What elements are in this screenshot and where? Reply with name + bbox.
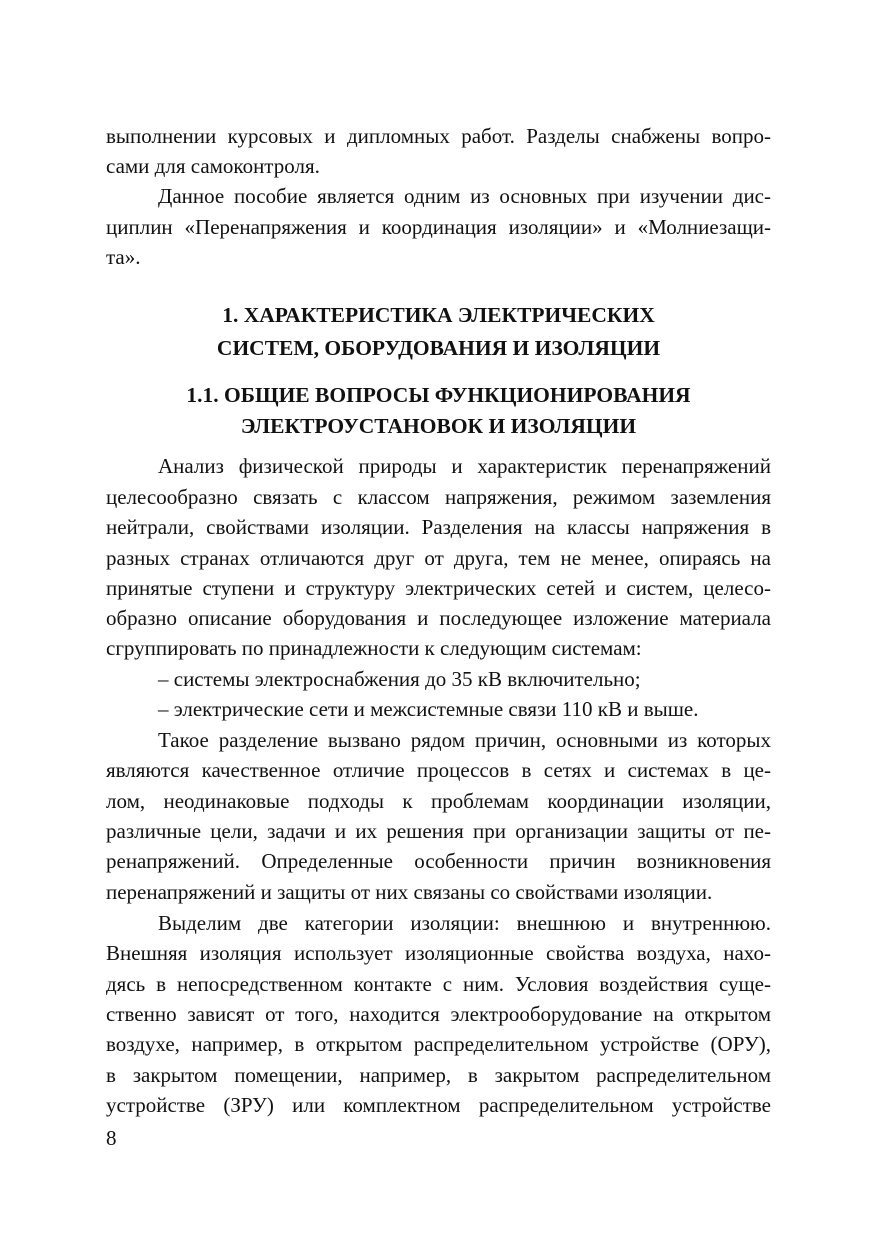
body-p5-line-7: устройстве (ЗРУ) или комплектном распределительном устройстве [106, 1093, 771, 1117]
chapter-title-line-1: 1. ХАРАКТЕРИСТИКА ЭЛЕКТРИЧЕСКИХ [222, 303, 655, 327]
intro-p1-line-2: сами для самоконтроля. [106, 154, 320, 178]
chapter-title-line-2: СИСТЕМ, ОБОРУДОВАНИЯ И ИЗОЛЯЦИИ [216, 336, 661, 360]
body-p5-line-5: воздухе, например, в открытом распределительном устройстве (ОРУ), [106, 1032, 771, 1056]
intro-p2-line-1: Данное пособие является одним из основных при изучении дис- [158, 184, 771, 208]
intro-p1-line-1: выполнении курсовых и дипломных работ. Разделы снабжены вопро- [106, 124, 771, 148]
body-p3-line-2: целесообразно связать с классом напряжения, режимом заземления [106, 485, 771, 509]
body-p4-line-3: лом, неодинаковые подходы к проблемам координации изоляции, [106, 789, 771, 813]
list-item-1: – системы электроснабжения до 35 кВ включительно; [158, 667, 641, 691]
body-p3-line-3: нейтрали, свойствами изоляции. Разделения на классы напряжения в [106, 515, 771, 539]
body-p3-line-1: Анализ физической природы и характеристик перенапряжений [158, 454, 771, 478]
body-p5-line-1: Выделим две категории изоляции: внешнюю и внутреннюю. [158, 911, 771, 935]
body-p3-line-5: принятые ступени и структуру электрических сетей и систем, целесо- [106, 576, 771, 600]
intro-p2-line-3: та». [106, 245, 141, 269]
page-number: 8 [106, 1126, 117, 1150]
intro-p2-line-2: циплин «Перенапряжения и координация изоляции» и «Молниезащи- [106, 215, 771, 239]
body-p5-line-6: в закрытом помещении, например, в закрытом распределительном [106, 1063, 771, 1087]
body-p4-line-5: ренапряжений. Определенные особенности причин возникновения [106, 849, 771, 873]
body-p4-line-6: перенапряжений и защиты от них связаны со свойствами изоляции. [106, 880, 713, 904]
body-p4-line-4: различные цели, задачи и их решения при организации защиты от пе- [106, 819, 771, 843]
section-title-line-2: ЭЛЕКТРОУСТАНОВОК И ИЗОЛЯЦИИ [240, 414, 637, 438]
body-p3-line-6: образно описание оборудования и последующее изложение материала [106, 606, 771, 630]
body-p4-line-2: являются качественное отличие процессов в сетях и системах в це- [106, 758, 771, 782]
list-item-2: – электрические сети и межсистемные связи 110 кВ и выше. [158, 697, 699, 721]
body-p3-line-4: разных странах отличаются друг от друга, тем не менее, опираясь на [106, 546, 771, 570]
body-p4-line-1: Такое разделение вызвано рядом причин, основными из которых [158, 728, 771, 752]
section-title-line-1: 1.1. ОБЩИЕ ВОПРОСЫ ФУНКЦИОНИРОВАНИЯ [186, 383, 691, 407]
body-p5-line-2: Внешняя изоляция использует изоляционные свойства воздуха, нахо- [106, 941, 771, 965]
body-p3-line-7: сгруппировать по принадлежности к следующим системам: [106, 636, 642, 660]
body-p5-line-3: дясь в непосредственном контакте с ним. Условия воздействия суще- [106, 972, 771, 996]
body-p5-line-4: ственно зависят от того, находится электрооборудование на открытом [106, 1002, 771, 1026]
